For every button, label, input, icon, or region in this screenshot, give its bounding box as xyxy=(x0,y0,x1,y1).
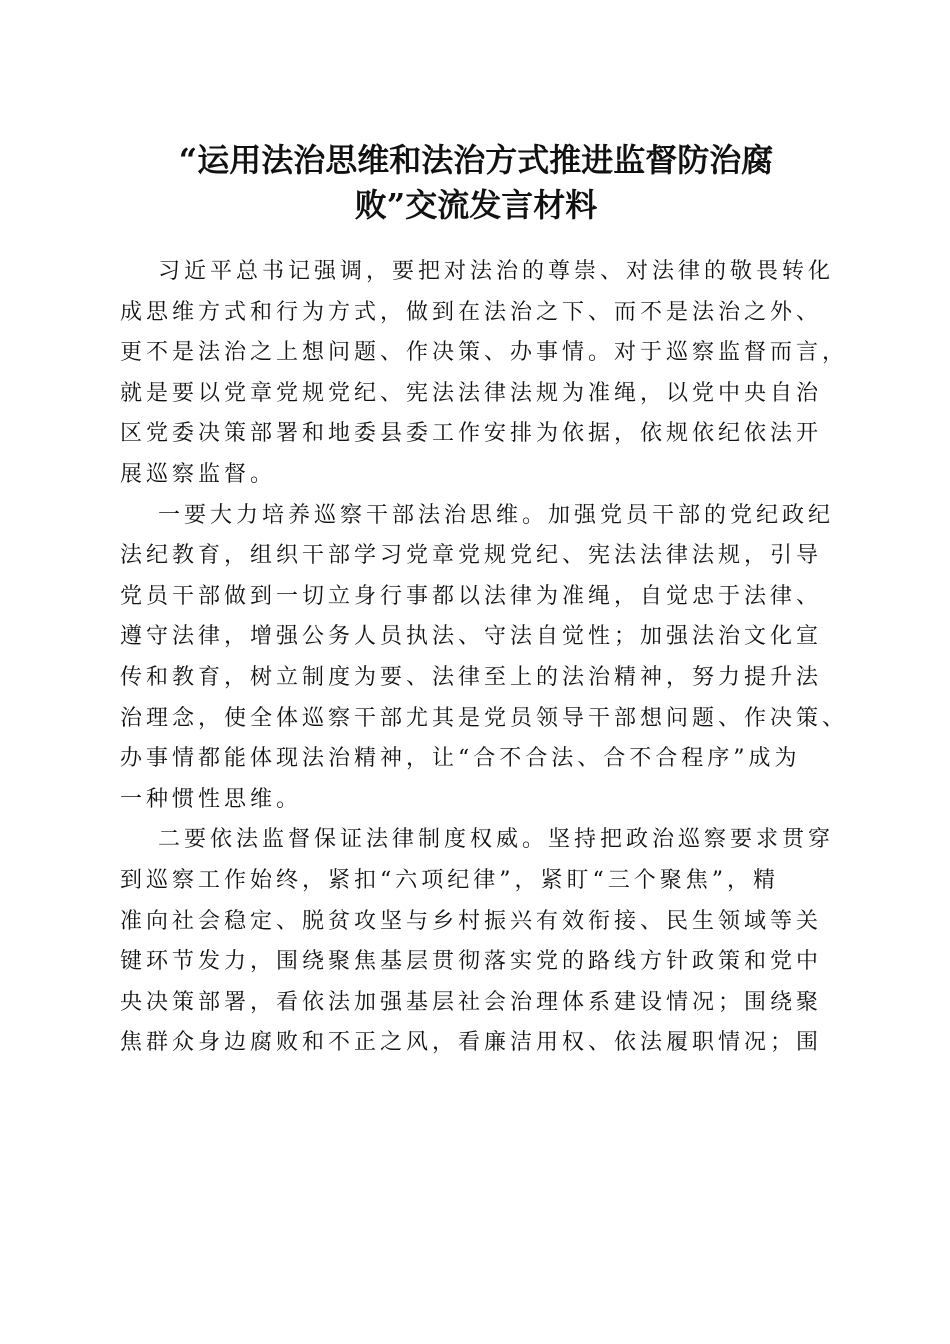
text-line: 法纪教育，组织干部学习党章党规党纪、宪法法律法规，引导 xyxy=(120,543,823,569)
text-line: 二要依法监督保证法律制度权威。坚持把政治巡察要求贯穿 xyxy=(158,827,835,853)
text-line: 治理念，使全体巡察干部尤其是党员领导干部想问题、作决策、 xyxy=(120,705,849,731)
document-body xyxy=(120,252,849,1064)
text-line: 办事情都能体现法治精神，让“合不合法、合不合程序”成为 xyxy=(120,746,801,772)
text-line: 准向社会稳定、脱贫攻坚与乡村振兴有效衔接、民生领域等关 xyxy=(120,908,823,934)
text-line: 央决策部署，看依法加强基层社会治理体系建设情况；围绕聚 xyxy=(120,989,823,1015)
document-title xyxy=(120,138,832,228)
paragraph-point-one xyxy=(120,496,849,821)
title-line-1: “运用法治思维和法治方式推进监督防治腐 xyxy=(178,141,774,179)
text-line: 一要大力培养巡察干部法治思维。加强党员干部的党纪政纪 xyxy=(158,502,835,528)
text-line: 习近平总书记强调，要把对法治的尊崇、对法律的敬畏转化 xyxy=(158,259,835,284)
text-line: 遵守法律，增强公务人员执法、守法自觉性；加强法治文化宣 xyxy=(120,624,823,650)
text-line: 一种惯性思维。 xyxy=(120,786,303,812)
text-line: 到巡察工作始终，紧扣“六项纪律”，紧盯“三个聚焦”，精 xyxy=(120,867,779,893)
text-line: 党员干部做到一切立身行事都以法律为准绳，自觉忠于法律、 xyxy=(120,583,823,609)
text-line: 焦群众身边腐败和不正之风，看廉洁用权、依法履职情况；围 xyxy=(120,1030,823,1056)
paragraph-point-two xyxy=(120,820,835,1064)
text-line: 区党委决策部署和地委县委工作安排为依据，依规依纪依法开 xyxy=(120,421,823,447)
text-line: 就是要以党章党规党纪、宪法法律法规为准绳，以党中央自治 xyxy=(120,380,823,406)
text-line: 传和教育，树立制度为要、法律至上的法治精神，努力提升法 xyxy=(120,664,823,690)
text-line: 展巡察监督。 xyxy=(120,461,277,487)
text-line: 成思维方式和行为方式，做到在法治之下、而不是法治之外、 xyxy=(120,299,823,325)
title-line-2: 败”交流发言材料 xyxy=(354,186,598,224)
paragraph-intro xyxy=(120,252,849,496)
text-line: 更不是法治之上想问题、作决策、办事情。对于巡察监督而言， xyxy=(120,340,849,366)
text-line: 键环节发力，围绕聚焦基层贯彻落实党的路线方针政策和党中 xyxy=(120,949,823,975)
